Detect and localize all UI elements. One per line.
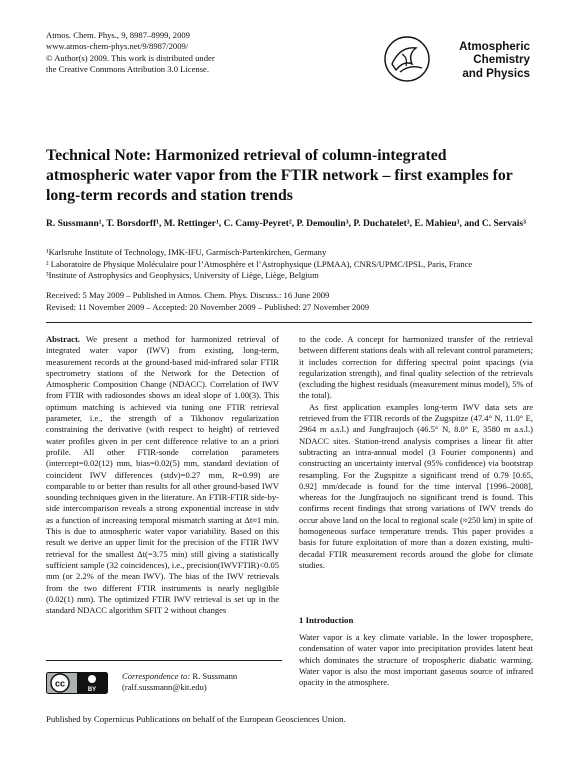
abstract-right-column <box>299 334 533 571</box>
received-date: Received: 5 May 2009 – Published in Atmos. Chem. Phys. Discuss.: 16 June 2009 <box>46 290 330 300</box>
header-block <box>46 30 215 76</box>
correspondence-label: Correspondence to: <box>122 671 191 681</box>
journal-url[interactable]: www.atmos-chem-phys.net/9/8987/2009/ <box>46 41 189 52</box>
journal-line-2: Chemistry <box>473 53 530 67</box>
by-glyph: BY <box>87 687 97 693</box>
journal-line-1: Atmospheric <box>459 40 530 53</box>
affiliation-3: ³Institute of Astrophysics and Geophysics, University of Liège, Liège, Belgium <box>46 270 319 281</box>
journal-name <box>440 40 530 80</box>
header-divider <box>46 322 532 323</box>
correspondence <box>122 671 237 694</box>
abstract-label: Abstract. <box>46 334 80 344</box>
publisher-footer: Published by Copernicus Publications on behalf of the European Geosciences Union. <box>46 714 346 724</box>
copyright: © Author(s) 2009. This work is distributed under <box>46 52 215 63</box>
abstract-left-column <box>46 334 279 616</box>
correspondence-name: R. Sussmann <box>192 671 238 681</box>
cc-glyph: cc <box>54 678 66 689</box>
journal-line-3: and Physics <box>462 66 530 80</box>
license-line: the Creative Commons Attribution 3.0 License. <box>46 64 210 75</box>
paper-title: Technical Note: Harmonized retrieval of column-integrated atmospheric water vapor from the FTIR network – first examples for long-term records and station trends <box>46 147 513 204</box>
abstract-paragraph-2: As first application examples long-term IWV data sets are retrieved from the FTIR records of the Zugspitze (47.4° N, 11.0° E, 2964 m a.s.l.) and Jungfraujoch (46.5° N, 8.0° E, 3580 m a.s.l.) NDACC sites. Station-trend analysis comprises a linear fit after subtracting an intra-annual model (3 Fourier components) and constructing an uncertainty interval (95% confidence) via bootstrap resampling. For the Zugspitze a significant trend of 0.79 [0.65, 0.92] mm/decade is found for the time interval [1996–2008], whereas for the Jungfraujoch no significant trend is found. This confirms recent findings that strong variations of IWV trends do occur above land on the local to regional scale (≈250 km) in spite of homogeneous surface temperature trends. This paper provides a basis for future exploitation of more than a dozen existing, multi-decadal FTIR measurement records around the globe for climate studies. <box>299 401 533 570</box>
publication-dates <box>46 290 536 313</box>
egu-logo-icon <box>382 34 432 84</box>
revised-date: Revised: 11 November 2009 – Accepted: 20 November 2009 – Published: 27 November 2009 <box>46 301 370 312</box>
author-list: R. Sussmann¹, T. Borsdorff¹, M. Rettinger¹, C. Camy-Peyret², P. Demoulin³, P. Duchatelet³, E. Mahieu³, and C. Servais³ <box>46 219 526 229</box>
introduction-text: Water vapor is a key climate variable. In the lower troposphere, condensation of water vapor into precipitation provides latent heat which dominates the structure of tropospheric diabatic warming. Water vapor is also the most important gaseous source of infrared opacity in the atmosphere. <box>299 632 533 688</box>
footnote-divider <box>46 660 282 661</box>
affiliations <box>46 247 536 282</box>
creative-commons-icon <box>46 672 108 694</box>
abstract-paragraph-1: to the code. A concept for harmonized transfer of the retrieval between different stations deals with all relevant control parameters; it includes correction for differing spectral point spacings (via regularization strength), and final quality selection of the retrievals (excluding the highest residuals (measurement minus model), 5% of the total). <box>299 334 533 401</box>
affiliation-2: ² Laboratoire de Physique Moléculaire pour l’Atmosphère et l’Astrophysique (LPMAA), CNRS/UPMC/IPSL, Paris, France <box>46 258 473 269</box>
section-heading-introduction: 1 Introduction <box>299 615 354 625</box>
correspondence-email[interactable]: (ralf.sussmann@kit.edu) <box>122 682 207 693</box>
abstract-text: We present a method for harmonized retrieval of integrated water vapor (IWV) from existing, long-term, measurement records at the ground-based mid-infrared solar FTIR spectrometry stations of the Network for the Detection of Atmospheric Composition Change (NDACC). Correlation of IWV from FTIR with radiosondes shows an ideal slope of 1.00(3). This optimum matching is achieved via tuning one FTIR retrieval parameter, i.e., the strength of a Tikhonov regularization constraining the derivative (with respect to height) of retrieved water profiles given in per cent difference relative to an a priori profile. All other FTIR-sonde correlation parameters (intercept=0.02(12) mm, bias=0.02(5) mm, standard deviation of coincident IWV differences (stdv)=0.27 mm, R=0.99) are comparable to or better than results for all other ground-based IWV sounding techniques given in the literature. An FTIR-FTIR side-by-side intercomparison reveals a strong exponential increase in stdv as a function of increasing temporal mismatch starting at Δt≈1 min. This is due to atmospheric water vapor variability. Based on this result we derive an upper limit for the precision of the FTIR IWV retrieval for the smallest Δt(=3.75 min) still giving a statistically sufficient sample (32 coincidences), i.e., precision(IWVFTIR)<0.05 mm (or 2.2% of the mean IWV). The bias of the IWV retrievals from the two different FTIR instruments is nearly negligible (0.02(1) mm). The optimized FTIR IWV retrieval is set up in the standard NDACC algorithm SFIT 2 without changes <box>46 334 279 616</box>
affiliation-1: ¹Karlsruhe Institute of Technology, IMK-IFU, Garmisch-Partenkirchen, Germany <box>46 247 327 257</box>
citation: Atmos. Chem. Phys., 9, 8987–8999, 2009 <box>46 30 190 40</box>
